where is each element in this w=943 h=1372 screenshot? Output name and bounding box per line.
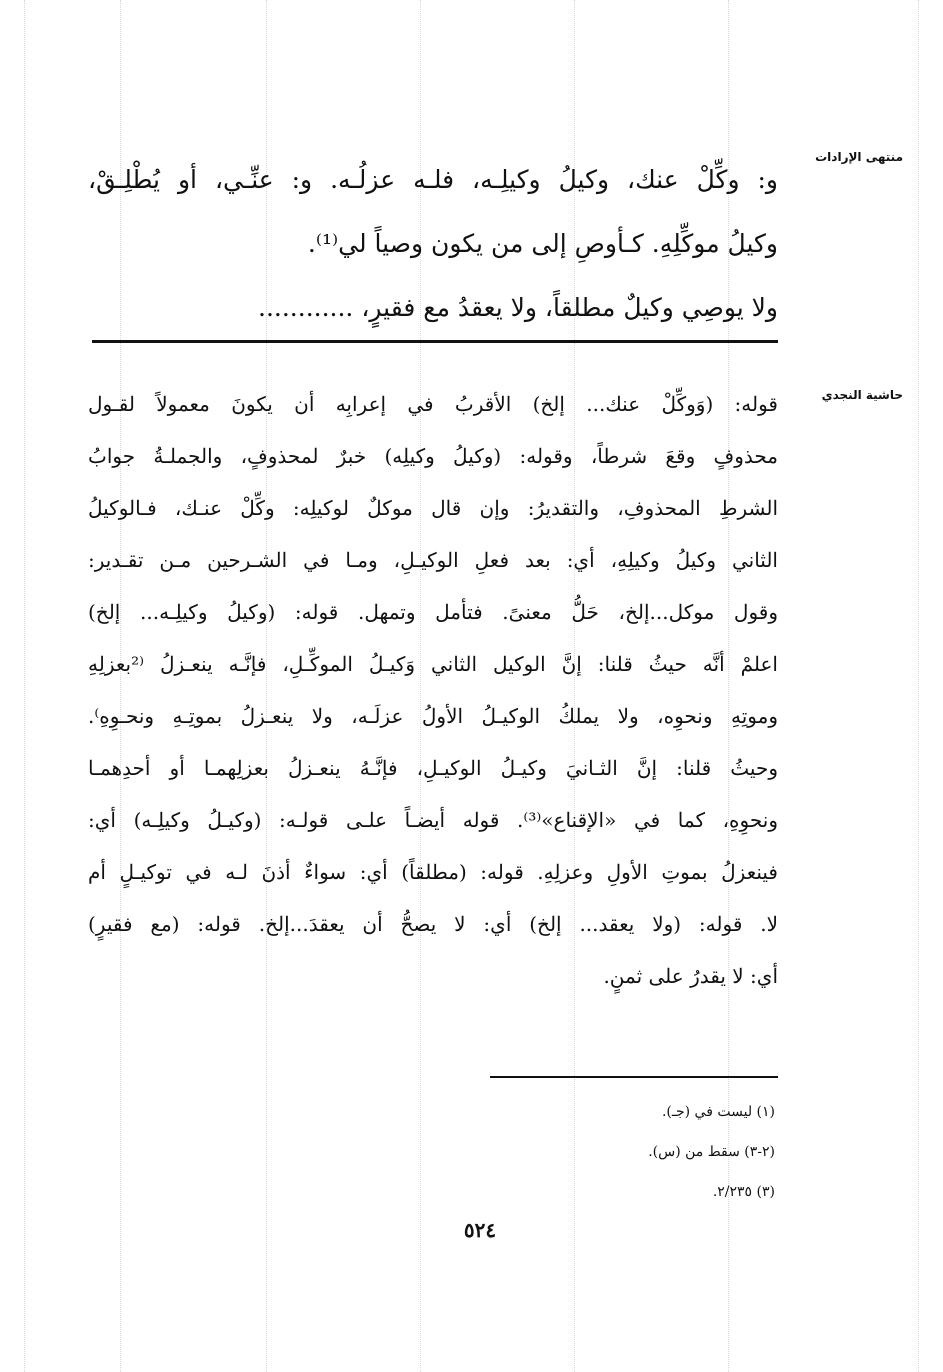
hashiya-line: فينعزلُ بموتِ الأولِ وعزلِهِ. قوله: (مطلقاً) أي: سواءٌ أذنَ لـه في توكيـلٍ أم (88, 860, 778, 884)
footnote-divider (490, 1076, 778, 1078)
hashiya-line: ونحوِهِ، كما في «الإقناع»⁽³⁾. قوله أيضـاً علـى قولـه: (وكيـلُ وكيلِـه) أي: (88, 808, 778, 832)
hashiya-line: الثاني وكيلُ وكيلِهِ، أي: بعد فعلِ الوكيـلِ، ومـا في الشـرحين مـن تقـدير: (88, 548, 778, 572)
scan-guide-line (918, 0, 919, 1372)
footnote-item: (١) ليست في (جـ). (661, 1104, 775, 1120)
page-number: ٥٢٤ (463, 1218, 497, 1242)
hashiya-line: محذوفٍ وقعَ شرطاً، وقوله: (وكيلُ وكيلِه) خبرٌ لمحذوفٍ، والجملـةُ جوابُ (88, 444, 778, 468)
hashiya-line: اعلمْ أنَّه حيثُ قلنا: إنَّ الوكيل الثاني وَكيـلُ الموكِّـلِ، فإنَّـه ينعـزلُ ⁽²بعزلِهِ (88, 652, 778, 676)
footnote-item: (٣) ٢/٢٣٥. (712, 1184, 775, 1200)
matn-text (88, 148, 778, 340)
hashiya-line: وقول موكل...إلخ، حَلُّ معنىً. فتأمل وتمهل. قوله: (وكيلُ وكيلِـه... إلخ) (88, 600, 778, 624)
section-divider (92, 340, 778, 343)
hashiya-line: الشرطِ المحذوفِ، والتقديرُ: وإن قال موكلٌ لوكيلِه: وكِّلْ عنـك، فـالوكيلُ (88, 496, 778, 520)
hashiya-line: لا. قوله: (ولا يعقد... إلخ) أي: لا يصحُّ أن يعقدَ...إلخ. قوله: (مع فقيرٍ) (88, 912, 778, 936)
footnote-item: (٢-٣) سقط من (س). (648, 1144, 775, 1160)
hashiya-source-label: حاشية النجدي (821, 388, 903, 402)
matn-line: وكيلُ موكِّلِهِ. كـأوصِ إلى من يكون وصياً لي⁽¹⁾. (307, 229, 778, 258)
hashiya-text (88, 378, 778, 1002)
hashiya-line: وحيثُ قلنا: إنَّ الثـانيَ وكيـلُ الوكيـلِ، فإنَّـهُ ينعـزلُ بعزلِهمـا أو أحدِهمـا (88, 756, 778, 780)
matn-line: و: وكِّلْ عنك، وكيلُ وكيلِـه، فلـه عزلُـه. و: عنِّـي، أو يُطْلِـقْ، (88, 165, 778, 194)
matn-line: ولا يوصِي وكيلٌ مطلقاً، ولا يعقدُ مع فقيرٍ، ............ (258, 293, 778, 322)
scan-guide-line (24, 0, 25, 1372)
matn-source-label: منتهى الإرادات (815, 150, 903, 164)
hashiya-line: أي: لا يقدرُ على ثمنٍ. (603, 964, 778, 988)
footnotes (375, 1092, 775, 1212)
hashiya-line: وموتِهِ ونحوِه، ولا يملكُ الوكيـلُ الأولُ عزلَـه، ولا ينعـزلُ بموتِـهِ ونحـوِهِ⁾. (88, 704, 778, 728)
hashiya-line: قوله: (وَوكِّلْ عنك... إلخ) الأقربُ في إعرابِه أن يكونَ معمولاً لقـول (88, 392, 778, 416)
